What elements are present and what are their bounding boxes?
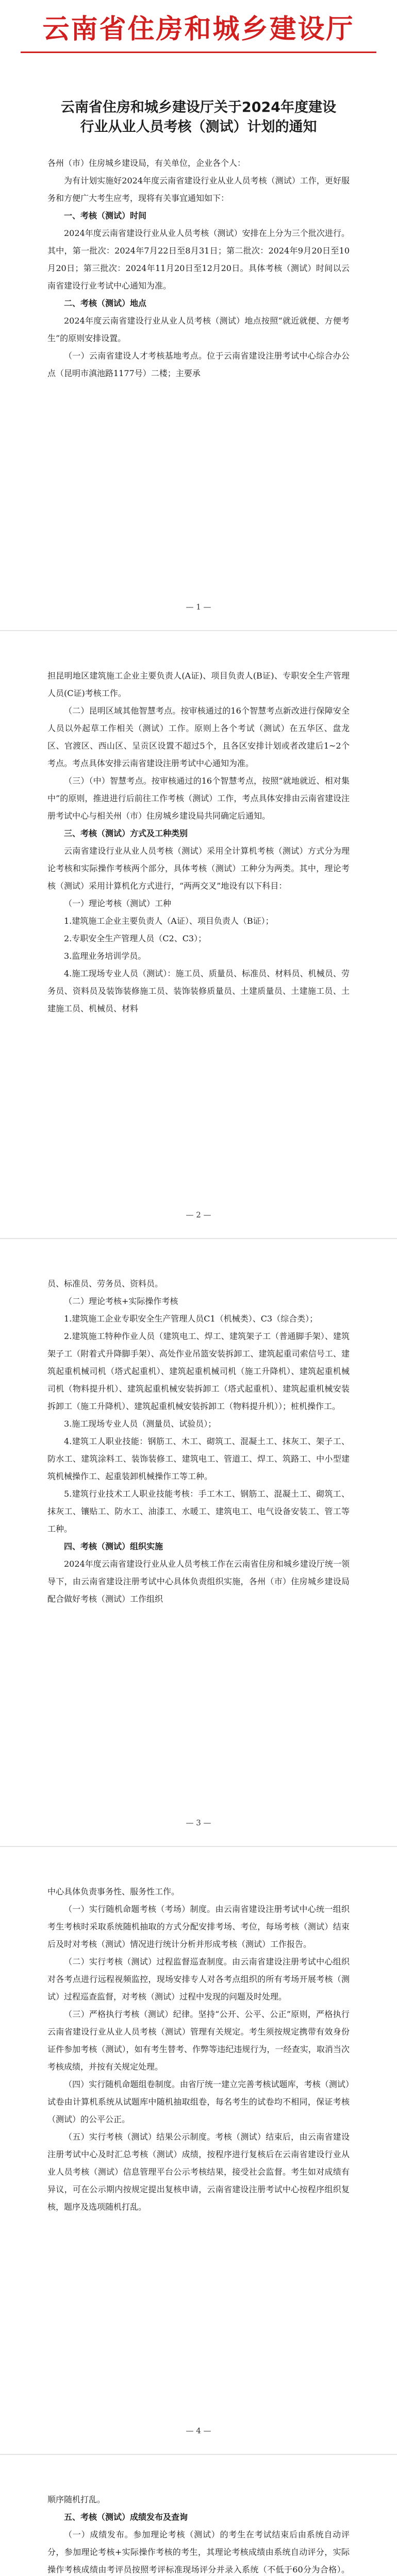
section-heading: 五、考核（测试）成绩发布及查询 (64, 2512, 188, 2522)
document-page-2 (0, 631, 397, 1239)
body-paragraph: 2024年度云南省建设行业从业人员考核（测试）安排在上分为三个批次进行。其中，第一批次：2024年7月22日至8月31日；第二批次：2024年9月20日至10月20日；第三批次：2024年11月20日至12月20日。具体考核（测试）时间以云南省建设行业考试中心通知为准。 (47, 228, 350, 291)
page-content (47, 2491, 350, 2576)
body-paragraph: 员、标准员、劳务员、资料员。 (47, 1279, 163, 1289)
body-paragraph: 各州（市）住房城乡建设局，有关单位，企业各个人： (47, 158, 246, 168)
section-heading: 四、考核（测试）组织实施 (64, 1541, 163, 1551)
page-number: — 4 — (186, 2426, 211, 2435)
body-paragraph: 1.建筑施工企业专职安全生产管理人员C1（机械类）、C3（综合类）； (64, 1314, 318, 1324)
page-number: — 2 — (186, 1210, 211, 1219)
page-content (47, 667, 350, 1018)
body-paragraph: （二）实行考核（测试）过程监督巡查制度。由云南省建设注册考试中心组织对各考点进行远程视频监控，现场安排专人对各考点组织的所有考场开展考核（测试）过程巡查监督，对考核（测试）过程中发现的问题及时处理。 (47, 1957, 350, 2002)
body-paragraph: 担昆明地区建筑施工企业主要负责人(A证)、项目负责人(B证)、专职安全生产管理人员(C证)考核工作。 (47, 671, 350, 698)
body-paragraph: 中心具体负责事务性、服务性工作。 (47, 1887, 180, 1896)
section-heading: 二、考核（测试）地点 (64, 298, 147, 308)
body-paragraph: 4.施工现场专业人员（测试）：施工员、质量员、标准员、材料员、机械员、劳务员、资料员及装饰装修施工员、装饰装修质量员、土建质量员、土建施工员、土建施工员、机械员、材料 (47, 969, 350, 1013)
body-paragraph: 2.建筑施工特种作业人员（建筑电工、焊工、建筑架子工（普通脚手架）、建筑架子工（附着式升降脚手架）、高处作业吊篮安装拆卸工、建筑起重司索信号工、建筑起重机械司机（塔式起重机）、建筑起重机械司机（施工升降机）、建筑起重机械司机（物料提升机）、建筑起重机械安装拆卸工（塔式起重机）、建筑起重机械安装拆卸工（施工升降机）、建筑起重机械安装拆卸工（物料提升机））；桩机操作工。 (47, 1331, 350, 1411)
body-paragraph: 4.建筑工人职业技能：钢筋工、木工、砌筑工、混凝土工、抹灰工、架子工、防水工、建筑涂料工、装饰装修工、建筑电工、管道工、焊工、筑路工、中小型建筑机械操作工、起重装卸机械操作工等工种。 (47, 1436, 350, 1481)
body-paragraph: 3.监理业务培训学员。 (64, 951, 146, 961)
page-content (47, 155, 350, 382)
section-heading: 三、考核（测试）方式及工种类别 (64, 828, 188, 838)
body-paragraph: （二）昆明区域其他智慧考点。按审核通过的16个智慧考点新改进行保障安全人员以外起草工作相关（测试）工作。原则上各个考试（测试）在五华区、盘龙区、官渡区、西山区、呈贡区设置不超过5个，且各区安排计划或者改建后1~2个考点。考点具体安排云南省建设注册考试中心通知为准。 (47, 706, 350, 768)
body-paragraph: （二）理论考核+实际操作考核 (64, 1296, 178, 1306)
body-paragraph: （一）成绩发布。参加理论考核（测试）的考生在考试结束后由系统自动评分，参加理论考核+实际操作考核的考生，其理论考核成绩由系统自动评分，实际操作考核成绩由考评员按照考评标准现场评分并录入系统（不低于60分为合格）。 (47, 2530, 350, 2574)
body-paragraph: 为有计划实施好2024年度云南省建设行业从业人员考核（测试）工作，更好服务和方便广大考生应考，现将有关事宜通知如下： (47, 176, 350, 203)
page-content (47, 1275, 350, 1608)
body-paragraph: 1.建筑施工企业主要负责人（A证）、项目负责人（B证）； (64, 916, 274, 926)
body-paragraph: （一）实行随机命题考核（考场）制度。由云南省建设注册考试中心统一组织考生考核时采取系统随机抽取的方式分配安排考场、考位，每场考核（测试）结束后及时对考核（测试）情况进行统计分析并形成考核（测试）工作报告。 (47, 1904, 350, 1949)
body-paragraph: 5.建筑行业技术工人职业技能考核：手工木工、钢筋工、混凝土工、砌筑工、抹灰工、镶贴工、防水工、油漆工、水暖工、建筑电工、电气设备安装工、管工等工种。 (47, 1489, 350, 1534)
body-paragraph: （一）云南省建设人才考核基地考点。位于云南省建设注册考试中心综合办公点（昆明市滇池路1177号）二楼；主要承 (47, 351, 350, 378)
body-paragraph: 3.施工现场专业人员（测量员、试验员）； (64, 1419, 217, 1429)
document-page-1 (0, 0, 397, 631)
masthead-title: 云南省住房和城乡建设厅 (42, 14, 355, 45)
body-paragraph: 2024年度云南省建设行业从业人员考核（测试）地点按照“就近就便、方便考生”的原则安排设置。 (47, 316, 350, 343)
page-content (47, 1883, 350, 2216)
document-page-3 (0, 1239, 397, 1847)
body-paragraph: （四）实行随机命题组卷制度。由省厅统一建立完善考核试题库，考核（测试）试卷由计算机系统从试题库中随机抽取组卷，每名考生的试卷均不相同，保证考核（测试）的公平公正。 (47, 2079, 350, 2124)
body-paragraph: 顺序随机打乱。 (47, 2495, 106, 2504)
red-divider (21, 52, 376, 53)
body-paragraph: （三）（中）智慧考点。按审核通过的16个智慧考点，按照“就地就近、相对集中”的原则，推进进行后前往工作考核（测试）工作，考点具体安排由云南省建设注册考试中心与相关州（市）住房城乡建设局共同确定后通知。 (47, 776, 350, 821)
body-paragraph: （五）实行考核（测试）结果公示制度。考核（测试）结束后，由云南省建设注册考试中心及时汇总考核（测试）成绩，按程序进行复核后在云南省建设行业从业人员考核（测试）信息管理平台公示考核结果，接受社会监督。考生如对成绩有异议，可在公示期内按规定提出复核申请，云南省建设注册考试中心按程序组织复核，题序及选项随机打乱。 (47, 2132, 350, 2212)
document-title: 云南省住房和城乡建设厅关于2024年度建设行业从业人员考核（测试）计划的通知 (60, 99, 337, 135)
document-page-4 (0, 1847, 397, 2455)
page-number: — 1 — (186, 602, 211, 612)
body-paragraph: （三）严格执行考核（测试）纪律。坚持“公开、公平、公正”原则，严格执行云南省建设行业从业人员考核（测试）管理有关规定。考生须按规定携带有效身份证件参加考核（测试），如有考生替考、作弊等违纪违规行为，一经查实，取消当次考核成绩，并按有关规定处理。 (47, 2009, 350, 2072)
body-paragraph: （一）理论考核（测试）工种 (64, 899, 172, 908)
body-paragraph: 2024年度云南省建设行业从业人员考核工作在云南省住房和城乡建设厅统一领导下，由云南省建设注册考试中心具体负责组织实施，各州（市）住房城乡建设局配合做好考核（测试）工作组织 (47, 1559, 350, 1604)
body-paragraph: 2.专职安全生产管理人员（C2、C3）； (64, 934, 207, 943)
section-heading: 一、考核（测试）时间 (64, 211, 147, 221)
body-paragraph: 云南省建设行业从业人员考核（测试）采用全计算机考核（测试）方式分为理论考核和实际操作考核两个部分，具体考核（测试）工种分为两类。其中，理论考核（测试）采用计算机化方式进行，“两两交叉”地设有以下科目： (47, 846, 350, 891)
page-number: — 3 — (186, 1818, 211, 1827)
document-page-5 (0, 2455, 397, 2576)
